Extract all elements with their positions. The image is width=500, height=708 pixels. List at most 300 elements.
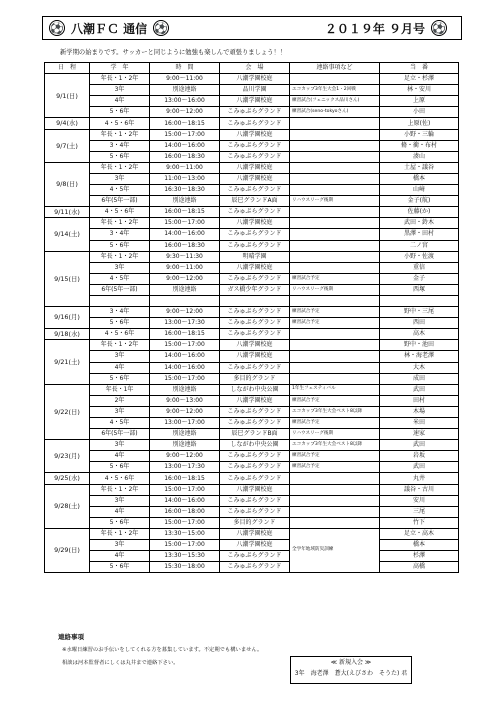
issue-label: ２０１９年 ９月号 <box>324 21 425 36</box>
venue-cell: こみゅぷらグランド <box>220 207 290 218</box>
table-row <box>45 484 459 495</box>
table-row <box>45 540 459 551</box>
note-cell: リハウスリーグ後期 <box>290 284 380 295</box>
venue-cell: こみゅぷらグランド <box>220 140 290 151</box>
notes-line: ※水曜日練習のお手伝いをしてくれる方を募集しています。不定期でも構いません。 <box>62 647 263 653</box>
table-row <box>45 284 459 295</box>
duty-cell: 議谷・古川 <box>380 484 459 495</box>
grade-cell: 年長・1・2年 <box>90 218 150 229</box>
note-cell: 練習試合予定 <box>290 307 380 318</box>
column-header: 連絡事項など <box>290 63 380 74</box>
venue-cell: 八潮学園校庭 <box>220 129 290 140</box>
grade-cell: 年長・1・2年 <box>90 340 150 351</box>
grade-cell: 3・4年 <box>90 307 150 318</box>
soccer-ball-icon: ⚽ <box>50 21 64 35</box>
time-cell: 15:00～17:00 <box>150 484 220 495</box>
table-row <box>45 185 459 196</box>
note-cell: 練習試合予定 <box>290 451 380 462</box>
grade-cell <box>90 295 150 306</box>
duty-cell: 成田 <box>380 373 459 384</box>
duty-cell: 木場 <box>380 406 459 417</box>
grade-cell: 4年 <box>90 451 150 462</box>
venue-cell: こみゅぷらグランド <box>220 562 290 573</box>
note-cell <box>290 295 380 306</box>
new-member-box <box>290 656 412 684</box>
table-row <box>45 551 459 562</box>
duty-cell: 山﨑 <box>380 185 459 196</box>
table-row <box>45 340 459 351</box>
grade-cell: 年長・1年 <box>90 384 150 395</box>
time-cell: 16:00～18:30 <box>150 240 220 251</box>
date-cell: 9/8(日) <box>45 162 90 206</box>
table-row <box>45 495 459 506</box>
venue-cell: こみゅぷらグランド <box>220 118 290 129</box>
note-cell <box>290 229 380 240</box>
venue-cell: こみゅぷらグランド <box>220 418 290 429</box>
grade-cell: 3年 <box>90 495 150 506</box>
note-cell <box>290 162 380 173</box>
venue-cell: 八潮学園校庭 <box>220 351 290 362</box>
date-cell: 9/4(水) <box>45 118 90 129</box>
time-cell: 14:00～16:00 <box>150 351 220 362</box>
time-cell: 別途連絡 <box>150 85 220 96</box>
venue-cell: こみゅぷらグランド <box>220 495 290 506</box>
table-row <box>45 373 459 384</box>
time-cell: 16:00～18:30 <box>150 151 220 162</box>
duty-cell: 大木 <box>380 362 459 373</box>
venue-cell: こみゅぷらグランド <box>220 318 290 329</box>
date-cell: 9/28(土) <box>45 484 90 528</box>
note-cell: 練習試合予定 <box>290 462 380 473</box>
duty-cell: 西田 <box>380 318 459 329</box>
grade-cell: 4・5・6年 <box>90 118 150 129</box>
note-cell <box>290 251 380 262</box>
duty-cell: 橋本 <box>380 173 459 184</box>
venue-cell: 明晴学園 <box>220 251 290 262</box>
time-cell: 9:00～11:00 <box>150 262 220 273</box>
grade-cell: 5・6年 <box>90 107 150 118</box>
newsletter-title: 八潮ＦＣ 通信 <box>71 21 148 36</box>
note-cell: エコカップ3年生大会ベスト8以降 <box>290 406 380 417</box>
grade-cell: 3・4年 <box>90 229 150 240</box>
venue-cell: ガス橋少年グランド <box>220 284 290 295</box>
grade-cell: 5・6年 <box>90 373 150 384</box>
table-row <box>45 218 459 229</box>
table-row <box>45 517 459 528</box>
time-cell: 9:00～12:00 <box>150 406 220 417</box>
date-cell: 9/21(土) <box>45 340 90 384</box>
note-cell <box>290 506 380 517</box>
grade-cell: 3年 <box>90 540 150 551</box>
venue-cell: こみゅぷらグランド <box>220 462 290 473</box>
time-cell <box>150 295 220 306</box>
note-cell <box>290 329 380 340</box>
grade-cell: 4・5・6年 <box>90 473 150 484</box>
grade-cell: 年長・1・2年 <box>90 251 150 262</box>
note-cell <box>290 151 380 162</box>
time-cell: 9:00～11:00 <box>150 162 220 173</box>
table-row <box>45 85 459 96</box>
note-cell: 練習試合予定 <box>290 395 380 406</box>
note-cell: 練習試合予定 <box>290 318 380 329</box>
schedule-header-row <box>45 63 459 74</box>
venue-cell: 品川学園 <box>220 85 290 96</box>
column-header: 時 間 <box>150 63 220 74</box>
duty-cell: 足立・高木 <box>380 528 459 539</box>
note-cell: 全学年地域防災訓練 <box>290 528 380 572</box>
venue-cell: こみゅぷらグランド <box>220 506 290 517</box>
duty-cell: 安川 <box>380 495 459 506</box>
time-cell: 9:00～12:00 <box>150 451 220 462</box>
date-cell: 9/7(土) <box>45 129 90 162</box>
grade-cell: 4・5・6年 <box>90 329 150 340</box>
date-cell: 9/14(土) <box>45 218 90 251</box>
note-cell: リハウスリーグ後期 <box>290 196 380 207</box>
grade-cell: 4年 <box>90 551 150 562</box>
grade-cell: 3年 <box>90 351 150 362</box>
grade-cell: 5・6年 <box>90 462 150 473</box>
table-row <box>45 162 459 173</box>
time-cell: 14:00～16:00 <box>150 229 220 240</box>
duty-cell: 田村 <box>380 395 459 406</box>
duty-cell: 林・安川 <box>380 85 459 96</box>
time-cell: 13:00～17:30 <box>150 462 220 473</box>
time-cell: 15:00～17:00 <box>150 540 220 551</box>
duty-cell: 岩坂 <box>380 451 459 462</box>
table-row <box>45 506 459 517</box>
grade-cell: 3・4年 <box>90 140 150 151</box>
table-row <box>45 318 459 329</box>
note-cell <box>290 118 380 129</box>
grade-cell: 5・6年 <box>90 151 150 162</box>
grade-cell: 年長・1・2年 <box>90 528 150 539</box>
note-cell <box>290 74 380 85</box>
duty-cell: 金子(航) <box>380 196 459 207</box>
duty-cell: 小田 <box>380 107 459 118</box>
table-row <box>45 240 459 251</box>
table-row <box>45 429 459 440</box>
grade-cell: 6年(5年一部) <box>90 196 150 207</box>
grade-cell: 年長・1・2年 <box>90 129 150 140</box>
table-row <box>45 307 459 318</box>
duty-cell: 黒澤・田村 <box>380 229 459 240</box>
grade-cell: 年長・1・2年 <box>90 484 150 495</box>
time-cell: 14:00～16:00 <box>150 495 220 506</box>
table-row <box>45 96 459 107</box>
time-cell: 15:30～18:00 <box>150 562 220 573</box>
column-header: 学 年 <box>90 63 150 74</box>
time-cell: 9:00～12:00 <box>150 273 220 284</box>
venue-cell: 八潮学園校庭 <box>220 528 290 539</box>
table-row <box>45 151 459 162</box>
note-cell <box>290 207 380 218</box>
table-row <box>45 273 459 284</box>
grade-cell: 6年(5年一部) <box>90 429 150 440</box>
venue-cell: こみゅぷらグランド <box>220 329 290 340</box>
date-cell: 9/15(日) <box>45 251 90 306</box>
table-row <box>45 196 459 207</box>
table-row <box>45 329 459 340</box>
table-row <box>45 107 459 118</box>
duty-cell: 武田 <box>380 384 459 395</box>
duty-cell: 脩・衝・布村 <box>380 140 459 151</box>
note-cell: 練習試合(フェニックス品川さん) <box>290 96 380 107</box>
table-row <box>45 528 459 539</box>
table-row <box>45 262 459 273</box>
column-header: 日 程 <box>45 63 90 74</box>
time-cell: 16:00～18:15 <box>150 473 220 484</box>
note-cell: 練習試合予定 <box>290 273 380 284</box>
table-row <box>45 74 459 85</box>
soccer-ball-icon: ⚽ <box>154 21 169 35</box>
date-cell: 9/18(水) <box>45 329 90 340</box>
venue-cell <box>220 295 290 306</box>
duty-cell: 米田 <box>380 418 459 429</box>
table-row <box>45 129 459 140</box>
grade-cell: 3年 <box>90 173 150 184</box>
duty-cell: 佐藤(か) <box>380 207 459 218</box>
note-cell: 練習試合(seno-tokyoさん) <box>290 107 380 118</box>
time-cell: 13:00～17:30 <box>150 318 220 329</box>
venue-cell: 八潮学園校庭 <box>220 218 290 229</box>
grade-cell: 年長・1・2年 <box>90 74 150 85</box>
duty-cell: 武田 <box>380 462 459 473</box>
time-cell: 13:30～15:00 <box>150 528 220 539</box>
grade-cell: 5・6年 <box>90 562 150 573</box>
duty-cell: 二ノ宮 <box>380 240 459 251</box>
venue-cell: こみゅぷらグランド <box>220 362 290 373</box>
table-row <box>45 418 459 429</box>
time-cell: 16:00～18:15 <box>150 329 220 340</box>
table-row <box>45 451 459 462</box>
time-cell: 14:00～16:00 <box>150 140 220 151</box>
venue-cell: こみゅぷらグランド <box>220 107 290 118</box>
venue-cell: 八潮学園校庭 <box>220 484 290 495</box>
grade-cell: 3年 <box>90 262 150 273</box>
date-cell: 9/23(月) <box>45 440 90 473</box>
duty-cell: 武田 <box>380 440 459 451</box>
venue-cell: 八潮学園校庭 <box>220 162 290 173</box>
duty-cell: 湊山 <box>380 151 459 162</box>
grade-cell: 5・6年 <box>90 240 150 251</box>
table-row <box>45 562 459 573</box>
column-header: 会 場 <box>220 63 290 74</box>
note-cell <box>290 340 380 351</box>
venue-cell: こみゅぷらグランド <box>220 473 290 484</box>
venue-cell: こみゅぷらグランド <box>220 406 290 417</box>
time-cell: 別途連絡 <box>150 196 220 207</box>
duty-cell: 野中・三尾 <box>380 307 459 318</box>
venue-cell: 八潮学園校庭 <box>220 74 290 85</box>
note-cell <box>290 517 380 528</box>
newsletter-header <box>42 16 462 40</box>
table-row <box>45 251 459 262</box>
date-cell: 9/29(日) <box>45 528 90 572</box>
venue-cell: 八潮学園校庭 <box>220 173 290 184</box>
time-cell: 13:00～17:00 <box>150 418 220 429</box>
grade-cell: 5・6年 <box>90 318 150 329</box>
venue-cell: こみゅぷらグランド <box>220 151 290 162</box>
venue-cell: こみゅぷらグランド <box>220 451 290 462</box>
table-row <box>45 473 459 484</box>
venue-cell: こみゅぷらグランド <box>220 551 290 562</box>
grade-cell: 6年(5年一部) <box>90 284 150 295</box>
duty-cell: 速家 <box>380 429 459 440</box>
time-cell: 16:30～18:30 <box>150 185 220 196</box>
note-cell: エコカップ3年生大会ベスト8以降 <box>290 440 380 451</box>
venue-cell: こみゅぷらグランド <box>220 307 290 318</box>
duty-cell: 高橋 <box>380 562 459 573</box>
time-cell: 15:00～17:00 <box>150 218 220 229</box>
soccer-ball-icon: ⚽ <box>432 21 446 35</box>
time-cell: 14:00～16:00 <box>150 362 220 373</box>
duty-cell: 三尾 <box>380 506 459 517</box>
time-cell: 15:00～17:00 <box>150 517 220 528</box>
time-cell: 9:00～13:00 <box>150 395 220 406</box>
grade-cell: 4・5・6年 <box>90 207 150 218</box>
time-cell: 別途連絡 <box>150 429 220 440</box>
duty-cell: 杉澤 <box>380 551 459 562</box>
note-cell <box>290 362 380 373</box>
note-cell: 1年生フェスティバル <box>290 384 380 395</box>
time-cell: 16:00～18:15 <box>150 118 220 129</box>
venue-cell: 八潮学園校庭 <box>220 262 290 273</box>
new-member-line: 3年 海老澤 蒼大(えびさわ そうた) 君 <box>294 670 408 677</box>
time-cell: 11:00～13:00 <box>150 173 220 184</box>
venue-cell: 辰巳グランドA面 <box>220 196 290 207</box>
grade-cell: 2年 <box>90 395 150 406</box>
time-cell: 9:00～12:00 <box>150 107 220 118</box>
grade-cell: 4年 <box>90 362 150 373</box>
table-row <box>45 351 459 362</box>
venue-cell: こみゅぷらグランド <box>220 273 290 284</box>
table-row <box>45 384 459 395</box>
duty-cell: 高木 <box>380 329 459 340</box>
duty-cell: 武田・鈴木 <box>380 218 459 229</box>
note-cell <box>290 218 380 229</box>
time-cell: 別途連絡 <box>150 440 220 451</box>
duty-cell: 土屋・議谷 <box>380 162 459 173</box>
venue-cell: こみゅぷらグランド <box>220 229 290 240</box>
note-cell <box>290 262 380 273</box>
time-cell: 9:00～12:00 <box>150 307 220 318</box>
time-cell: 15:00～17:00 <box>150 340 220 351</box>
time-cell: 13:30～15:30 <box>150 551 220 562</box>
table-row <box>45 229 459 240</box>
duty-cell: 足立・杉澤 <box>380 74 459 85</box>
new-member-title: ≪ 新規入会 ≫ <box>330 659 372 666</box>
duty-cell: 林・海老澤 <box>380 351 459 362</box>
table-row <box>45 118 459 129</box>
note-cell: 練習試合予定 <box>290 418 380 429</box>
duty-cell: 西塚 <box>380 284 459 295</box>
duty-cell: 上原 <box>380 96 459 107</box>
date-cell: 9/11(水) <box>45 207 90 218</box>
table-row <box>45 207 459 218</box>
venue-cell: しながわ中央公園 <box>220 440 290 451</box>
time-cell: 別途連絡 <box>150 284 220 295</box>
venue-cell: 多目的グランド <box>220 373 290 384</box>
table-row <box>45 173 459 184</box>
duty-cell: 上原(佐) <box>380 118 459 129</box>
venue-cell: 辰巳グランドB面 <box>220 429 290 440</box>
notes-title: 連絡事項 <box>58 633 84 641</box>
date-cell: 9/25(水) <box>45 473 90 484</box>
table-row <box>45 362 459 373</box>
time-cell: 9:30～11:30 <box>150 251 220 262</box>
grade-cell: 3年 <box>90 85 150 96</box>
schedule-table <box>44 62 459 573</box>
grade-cell: 4年 <box>90 506 150 517</box>
table-row <box>45 140 459 151</box>
time-cell: 別途連絡 <box>150 384 220 395</box>
grade-cell: 4年 <box>90 96 150 107</box>
time-cell: 15:00～17:00 <box>150 373 220 384</box>
note-cell <box>290 373 380 384</box>
date-cell: 9/22(日) <box>45 384 90 439</box>
duty-cell: 重信 <box>380 262 459 273</box>
note-cell: エコカップ3年生大会1・2回戦 <box>290 85 380 96</box>
duty-cell: 金子 <box>380 273 459 284</box>
venue-cell: 八潮学園校庭 <box>220 340 290 351</box>
intro-message: 新学期の始まりです。サッカーと同じように勉強も楽しんで頑張りましょう！！ <box>60 49 287 56</box>
venue-cell: 八潮学園校庭 <box>220 96 290 107</box>
note-cell <box>290 173 380 184</box>
table-row <box>45 395 459 406</box>
note-cell: リハウスリーグ後期 <box>290 429 380 440</box>
grade-cell: 5・6年 <box>90 517 150 528</box>
venue-cell: こみゅぷらグランド <box>220 240 290 251</box>
note-cell <box>290 351 380 362</box>
column-header: 当 番 <box>380 63 459 74</box>
duty-cell: 竹下 <box>380 517 459 528</box>
note-cell <box>290 495 380 506</box>
time-cell: 15:00～17:00 <box>150 129 220 140</box>
duty-cell: 橋本 <box>380 540 459 551</box>
table-row <box>45 406 459 417</box>
note-cell <box>290 240 380 251</box>
duty-cell: 小野・三輪 <box>380 129 459 140</box>
note-cell <box>290 140 380 151</box>
duty-cell: 野中・池田 <box>380 340 459 351</box>
note-cell <box>290 185 380 196</box>
table-row <box>45 295 459 306</box>
duty-cell <box>380 295 459 306</box>
time-cell: 16:00～18:00 <box>150 506 220 517</box>
venue-cell: 八潮学園校庭 <box>220 395 290 406</box>
time-cell: 13:00～16:00 <box>150 96 220 107</box>
duty-cell: 小野・佐渡 <box>380 251 459 262</box>
grade-cell: 4・5年 <box>90 273 150 284</box>
venue-cell: 八潮学園校庭 <box>220 540 290 551</box>
venue-cell: こみゅぷらグランド <box>220 185 290 196</box>
venue-cell: 多目的グランド <box>220 517 290 528</box>
table-row <box>45 462 459 473</box>
grade-cell: 3年 <box>90 440 150 451</box>
grade-cell: 3年 <box>90 406 150 417</box>
duty-cell: 丸井 <box>380 473 459 484</box>
date-cell: 9/1(日) <box>45 74 90 118</box>
date-cell: 9/16(月) <box>45 307 90 329</box>
note-cell <box>290 129 380 140</box>
grade-cell: 年長・1・2年 <box>90 162 150 173</box>
time-cell: 16:00～18:15 <box>150 207 220 218</box>
time-cell: 9:00～11:00 <box>150 74 220 85</box>
venue-cell: しながわ中央公園 <box>220 384 290 395</box>
grade-cell: 4・5年 <box>90 418 150 429</box>
note-cell <box>290 473 380 484</box>
grade-cell: 4・5年 <box>90 185 150 196</box>
